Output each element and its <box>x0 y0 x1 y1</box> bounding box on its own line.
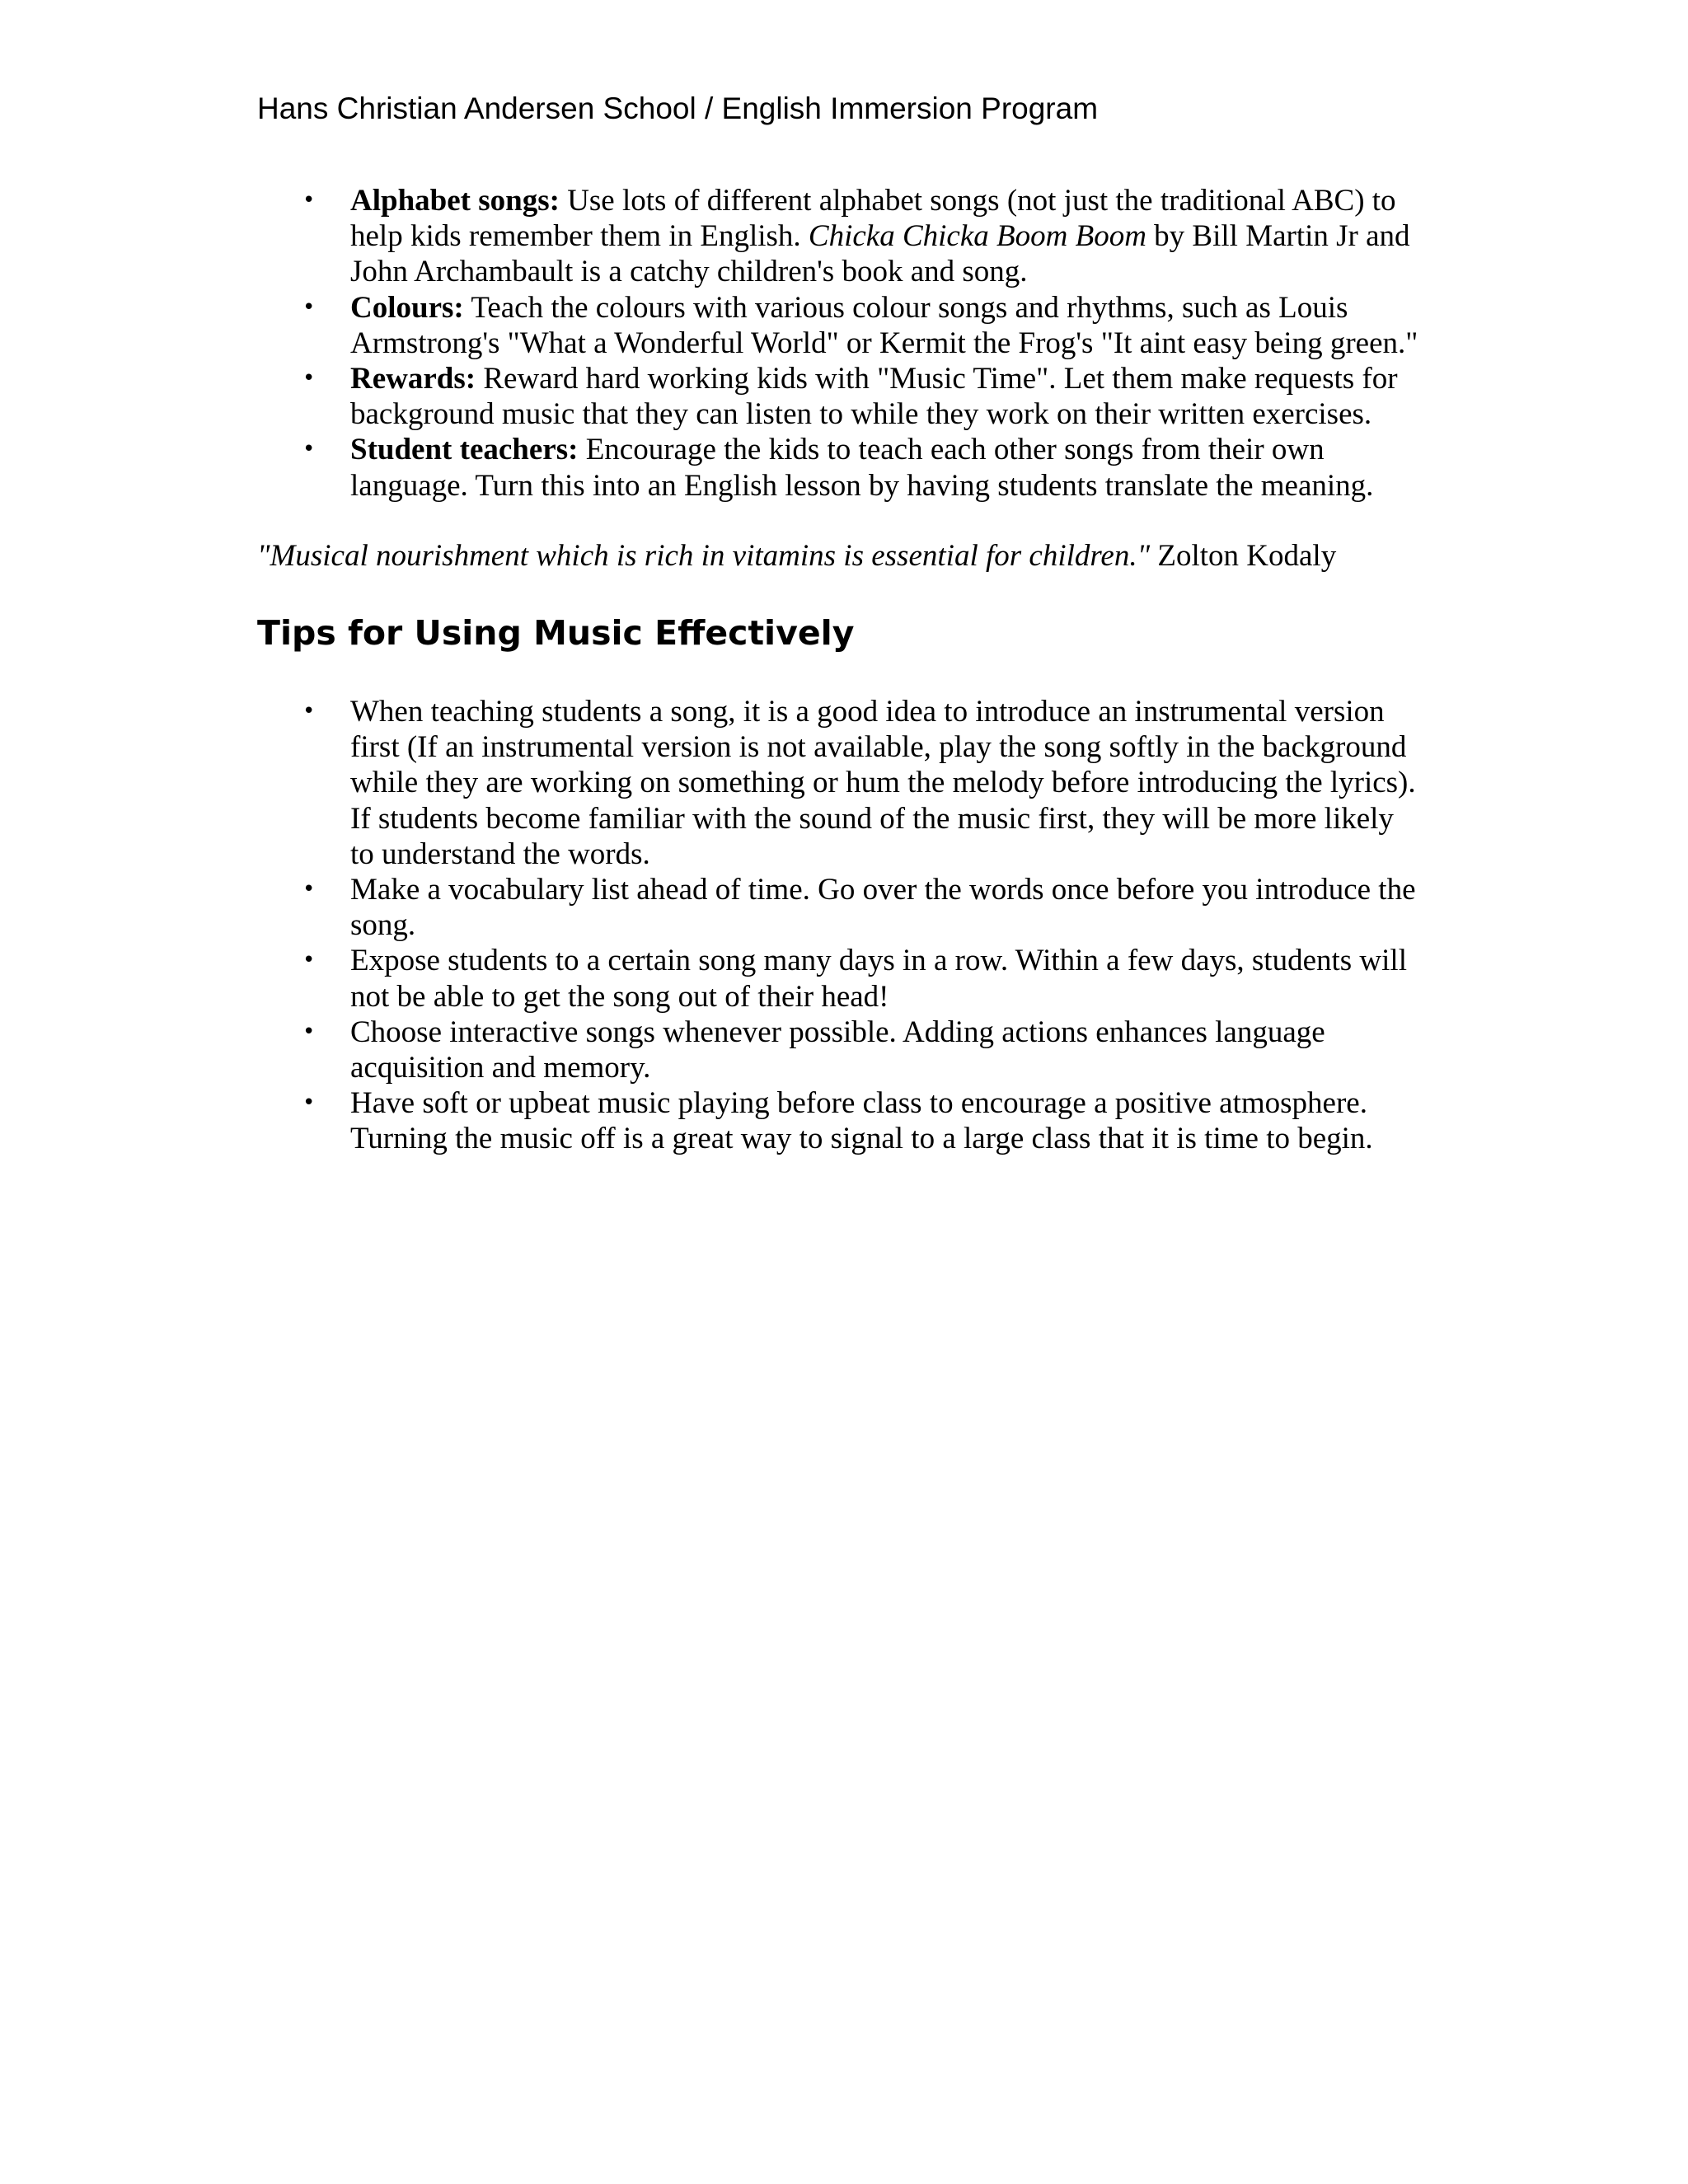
list-item <box>257 1085 1422 1156</box>
list-item-student-teachers <box>257 432 1422 503</box>
running-header: Hans Christian Andersen School / English Immersion Program <box>257 91 1099 125</box>
list-item <box>257 694 1422 872</box>
activity-list <box>257 183 1444 504</box>
bullet-icon: • <box>302 877 316 902</box>
list-item <box>257 872 1422 943</box>
list-item-colours <box>257 290 1422 361</box>
list-item <box>257 1015 1422 1085</box>
list-item-text: Make a vocabulary list ahead of time. Go over the words once before you introduce the song. <box>350 873 1416 943</box>
list-item-text: Use lots of different alphabet songs (not just the traditional ABC) to help kids remember them in English. <box>350 184 1396 254</box>
page-content <box>257 183 1444 1157</box>
list-item-alphabet-songs <box>257 183 1422 290</box>
list-item-rewards <box>257 361 1422 432</box>
list-item-term: Student teachers: <box>350 433 579 467</box>
bullet-icon: • <box>302 699 316 724</box>
list-item-term: Rewards: <box>350 362 476 396</box>
bullet-icon: • <box>302 1019 316 1044</box>
list-item-text: Teach the colours with various colour songs and rhythms, such as Louis Armstrong's "What a Wonderful World" or Kermit the Frog's "It aint easy being green." <box>350 290 1418 360</box>
list-item-text: Encourage the kids to teach each other songs from their own language. Turn this into an English lesson by having students translate the meaning. <box>350 433 1374 503</box>
list-item <box>257 943 1422 1014</box>
list-item-text: Reward hard working kids with "Music Time". Let them make requests for background music that they can listen to while they work on their written exercises. <box>350 362 1398 432</box>
list-item-text: by Bill Martin Jr and John Archambault is a catchy children's book and song. <box>350 219 1410 289</box>
list-item-text: Have soft or upbeat music playing before class to encourage a positive atmosphere. Turning the music off is a great way to signal to a large class that it is time to begin. <box>350 1086 1373 1156</box>
bullet-icon: • <box>302 948 316 973</box>
list-item-term: Colours: <box>350 290 464 325</box>
quote-author: Zolton Kodaly <box>1150 538 1337 573</box>
list-item-text: Choose interactive songs whenever possible. Adding actions enhances language acquisition and memory. <box>350 1015 1325 1085</box>
tips-list <box>257 694 1444 1157</box>
bullet-icon: • <box>302 294 316 320</box>
quote-text: "Musical nourishment which is rich in vitamins is essential for children." <box>257 538 1151 573</box>
list-item-term: Alphabet songs: <box>350 184 560 218</box>
list-item-text: When teaching students a song, it is a good idea to introduce an instrumental version first (If an instrumental version is not available, play the song softly in the background while they are working on something or hum the melody before introducing the lyrics). If students become familiar with the sound of the music first, they will be more likely to understand the words. <box>350 695 1416 871</box>
bullet-icon: • <box>302 437 316 462</box>
quote <box>257 538 1444 574</box>
book-title: Chicka Chicka Boom Boom <box>808 219 1146 254</box>
list-item-text: Expose students to a certain song many days in a row. Within a few days, students will not be able to get the song out of their head! <box>350 944 1407 1014</box>
bullet-icon: • <box>302 366 316 391</box>
section-heading: Tips for Using Music Effectively <box>257 613 855 654</box>
bullet-icon: • <box>302 1090 316 1116</box>
bullet-icon: • <box>302 188 316 213</box>
